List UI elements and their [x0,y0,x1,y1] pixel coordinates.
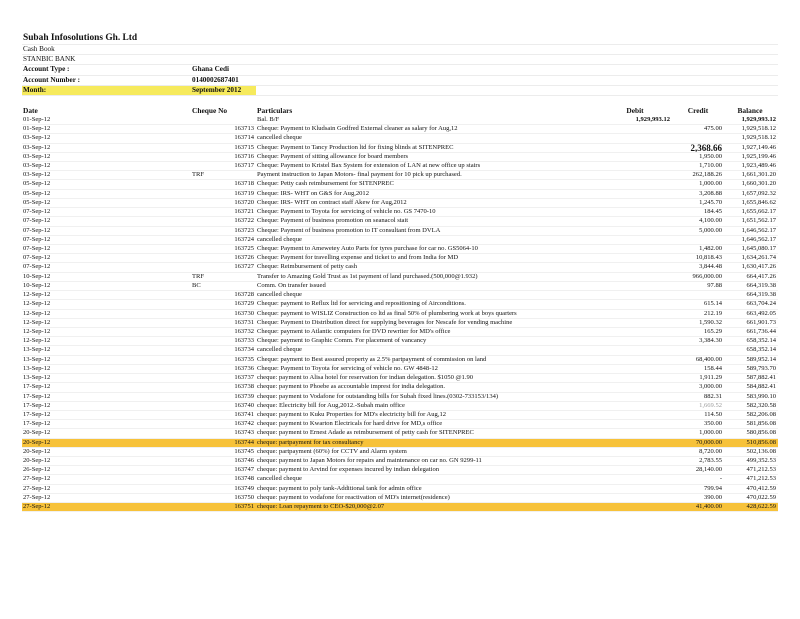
cell-balance: 658,352.14 [746,346,776,354]
cell-date: 03-Sep-12 [23,143,51,151]
cell-balance: 1,660,301.20 [741,180,776,188]
cell-balance: 1,630,417.26 [741,263,776,271]
table-row [22,300,778,309]
cell-particulars: Cheque: payment to Best assured property as 2.5% partpayment of commission on land [257,355,487,363]
cell-particulars: cheque: payment to Kuku Properties for MD's electricity bill for Aug,12 [257,410,446,418]
cell-credit: 165.29 [703,327,722,335]
cell-date: 12-Sep-12 [23,327,51,335]
cell-credit: 2,368.66 [690,143,722,152]
header-spacer [22,96,778,105]
account-number-label: Account Number : [23,75,80,84]
cell-particulars: cheque: payment to Phoebe as accountable imprest for india delegation. [257,383,445,391]
table-row [22,393,778,402]
cell-credit: 70,000.00 [695,438,722,446]
cell-date: 12-Sep-12 [23,318,51,326]
table-row [22,254,778,263]
cell-credit: 8,720.00 [699,447,722,455]
cell-cheque-no: 163747 [234,466,254,474]
cell-balance: 661,901.73 [746,318,776,326]
cell-cheque-no: 163732 [234,327,254,335]
cell-date: 03-Sep-12 [23,162,51,170]
table-row [22,144,778,153]
bank-name-text: STANBIC BANK [23,55,76,64]
cell-cheque-no: 163744 [234,438,254,446]
cell-balance: 471,212.53 [746,466,776,474]
cell-balance: 658,352.14 [746,337,776,345]
cell-date: 01-Sep-12 [23,125,51,133]
cell-credit: 262,188.26 [692,171,722,179]
cell-balance: 589,793.70 [746,364,776,372]
cell-date: 27-Sep-12 [23,475,51,483]
column-date-header: Date [23,105,38,115]
month-value: September 2012 [192,85,242,94]
cell-particulars: Cheque: payment to WISLIZ Construction co ltd as final 50% of plumbering work at boys quarters [257,309,517,317]
cell-date: 17-Sep-12 [23,420,51,428]
cell-credit: - [719,475,722,483]
cell-particulars: Cheque: IRS- WHT on G&S for Aug,2012 [257,189,369,197]
cell-cheque-no: 163714 [234,134,254,142]
table-row [22,402,778,411]
cell-credit: 1,590.32 [699,318,722,326]
cell-particulars: cheque: payment to Vodafone for outstanding bills for Subah fixed lines.(0302-733153/134) [257,392,499,400]
cell-cheque-no: 163748 [234,475,254,483]
cell-balance: 1,655,662.17 [741,208,776,216]
cell-date: 20-Sep-12 [23,438,51,446]
cell-date: 27-Sep-12 [23,503,51,511]
cell-particulars: Cheque: payment to Reflux ltd for servicing and repositioning of Airconditions. [257,300,466,308]
cell-cheque-no: 163751 [234,503,254,511]
cell-particulars: Cheque: Reimbursement of petty cash [257,263,357,271]
cell-particulars: Cheque: Payment to Kristel Bax System for extension of LAN at new office up stairs [257,162,481,170]
cell-date: 07-Sep-12 [23,208,51,216]
cell-date: 07-Sep-12 [23,263,51,271]
cell-balance: 1,657,092.32 [741,189,776,197]
cell-credit: 390.00 [703,493,722,501]
cell-cheque-no: 163719 [234,189,254,197]
table-row [22,328,778,337]
table-row [22,346,778,355]
cell-date: 10-Sep-12 [23,281,51,289]
company-name-text: Subah Infosolutions Gh. Ltd [23,33,138,43]
cell-particulars: Cheque: Payment to Distribution direct for supplying beverages for Nescafe for vending machine [257,318,513,326]
cell-particulars: Cheque: Payment for travelling expense and ticket to and from India for MD [257,254,459,262]
cell-cheque-no: 163717 [234,162,254,170]
cell-credit: 114.50 [704,410,722,418]
table-row [22,411,778,420]
column-header-row [22,105,778,116]
cell-particulars: Cheque: Payment to Kludsain Godfred External cleaner as salary for Aug,12 [257,125,458,133]
company-name [22,32,778,45]
cell-particulars: Cheque: Petty cash reimbursement for SITENPREC [257,180,394,188]
cell-balance: 499,352.53 [746,457,776,465]
cell-particulars: Transfer to Amazing Gold Trust as 1st payment of land purchased.(500,000@1.932) [257,272,478,280]
cell-balance: 584,882.41 [746,383,776,391]
cell-credit: 10,818.43 [695,254,722,262]
table-row [22,291,778,300]
cell-balance: 664,417.26 [746,272,776,280]
cell-particulars: Cheque: Payment of business promotion to IT consultant from DVLA [257,226,441,234]
cell-credit: 3,000.00 [699,383,722,391]
cell-cheque-no: 163733 [234,337,254,345]
transaction-table-body [22,116,778,512]
cell-cheque-no: 163746 [234,457,254,465]
book-name-text: Cash Book [23,45,55,53]
cell-balance: 1,651,562.17 [741,217,776,225]
cell-particulars: Bal. B/F [257,115,280,123]
table-row [22,236,778,245]
cell-cheque-no: 163750 [234,493,254,501]
cell-cheque-no: 163723 [234,226,254,234]
cash-book-sheet [22,32,778,512]
cell-cheque-no: 163729 [234,300,254,308]
cell-particulars: Cheque: Payment of sitting allowance for board members [257,152,409,160]
bank-name [22,55,778,65]
cell-credit: 615.14 [703,300,722,308]
cell-particulars: cheque: payment to vodafone for reactivation of MD's internet(residence) [257,493,450,501]
cell-balance: 663,492.05 [746,309,776,317]
cell-cheque-no: BC [192,281,201,289]
cell-date: 12-Sep-12 [23,309,51,317]
cell-particulars: Cheque: IRS- WHT on contract staff Akew for Aug,2012 [257,198,407,206]
table-row [22,217,778,226]
table-row [22,116,778,125]
cell-date: 12-Sep-12 [23,337,51,345]
cell-date: 27-Sep-12 [23,484,51,492]
cell-credit: 158.44 [703,364,722,372]
cell-balance: 580,856.08 [746,429,776,437]
cell-date: 12-Sep-12 [23,291,51,299]
cell-cheque-no: 163738 [234,383,254,391]
account-type-value: Ghana Cedi [192,65,229,74]
cell-cheque-no: 163718 [234,180,254,188]
table-row [22,180,778,189]
cell-balance: 1,645,080.17 [741,245,776,252]
cell-particulars: Cheque: Payment to Amewetey Auto Parts for tyres purchase for car no. GS5064-10 [257,245,478,252]
cell-date: 01-Sep-12 [23,115,51,123]
cell-credit: 1,482.00 [699,245,722,252]
table-row [22,273,778,282]
cell-credit: 3,208.88 [699,189,722,197]
cell-date: 20-Sep-12 [23,457,51,465]
cell-credit: 1,710.00 [699,162,722,170]
cell-balance: 661,736.44 [746,327,776,335]
cell-date: 17-Sep-12 [23,392,51,400]
cell-date: 03-Sep-12 [23,171,51,179]
cell-balance: 664,319.38 [746,291,776,299]
cell-cheque-no: TRF [192,272,205,280]
cell-particulars: cheque: payment to poly tank-Additional tank for admin office [257,484,422,492]
cell-particulars: cancelled cheque [257,134,302,142]
cell-credit: 1,245.70 [699,198,722,206]
cell-cheque-no: 163724 [234,235,254,243]
cell-credit: 28,140.00 [695,466,722,474]
account-number-value: 0140002687401 [192,75,239,84]
cell-particulars: cheque: Electricity bill for Aug,2012.-Subah main office [257,401,405,409]
cell-cheque-no: 163731 [234,318,254,326]
table-row [22,199,778,208]
cell-credit: 5,000.00 [699,226,722,234]
cell-particulars: Cheque: Payment to Toyota for servicing of vehicle no. GS 7470-10 [257,208,436,216]
cell-date: 20-Sep-12 [23,429,51,437]
cell-cheque-no: 163722 [234,217,254,225]
table-row [22,190,778,199]
cell-date: 13-Sep-12 [23,355,51,363]
column-balance-header: Balance [737,105,763,115]
cell-cheque-no: 163737 [234,374,254,382]
cell-date: 13-Sep-12 [23,374,51,382]
cell-balance: 583,990.10 [746,392,776,400]
table-row [22,494,778,503]
table-row [22,171,778,180]
cell-credit: 1,950.00 [699,152,722,160]
cell-date: 20-Sep-12 [23,447,51,455]
cell-credit: 1,669.52 [699,401,722,409]
cell-cheque-no: 163727 [234,263,254,271]
cell-particulars: cheque: payment to Alisa hotel for reservation for indian delegation. $1050 @1.90 [257,374,474,382]
cell-particulars: cheque: payment to Japan Motors for repairs and maintenance on car no. GN 9299-11 [257,457,482,465]
table-row [22,319,778,328]
cell-date: 03-Sep-12 [23,152,51,160]
cell-date: 03-Sep-12 [23,134,51,142]
table-row [22,383,778,392]
cell-date: 05-Sep-12 [23,189,51,197]
table-row [22,263,778,272]
table-row [22,162,778,171]
cell-credit: 2,783.55 [699,457,722,465]
cell-cheque-no: 163734 [234,346,254,354]
cell-balance: 1,929,993.12 [741,115,776,123]
cell-cheque-no: 163749 [234,484,254,492]
table-row [22,429,778,438]
cell-credit: 882.31 [703,392,722,400]
cell-credit: 799.94 [703,484,722,492]
cell-cheque-no: 163742 [234,420,254,428]
table-row [22,337,778,346]
account-number-row [22,76,778,86]
cell-date: 07-Sep-12 [23,235,51,243]
cell-date: 13-Sep-12 [23,346,51,354]
table-row [22,374,778,383]
cell-credit: 1,000.00 [699,180,722,188]
cell-particulars: Cheque: Payment of business promotion on seanacol stait [257,217,409,225]
table-row [22,245,778,254]
cell-cheque-no: 163715 [234,143,254,151]
month-row [22,86,778,96]
cell-date: 07-Sep-12 [23,254,51,262]
cell-particulars: Cheque: payment to Graphic Comm. For placement of vancancy [257,337,427,345]
cell-balance: 1,929,518.12 [741,125,776,133]
cell-balance: 1,634,261.74 [741,254,776,262]
cell-cheque-no: 163728 [234,291,254,299]
cell-credit: 1,000.00 [699,429,722,437]
cell-date: 07-Sep-12 [23,245,51,252]
cell-cheque-no: 163743 [234,429,254,437]
cell-credit: 184.45 [703,208,722,216]
cell-particulars: cheque: Loan repayment to CEO-$20,000@2.07 [257,503,385,511]
table-row [22,365,778,374]
cell-balance: 582,320.58 [746,401,776,409]
table-row [22,503,778,512]
cell-balance: 664,319.38 [746,281,776,289]
book-name [22,45,778,55]
cell-credit: 212.19 [703,309,722,317]
cell-credit: 41,400.00 [695,503,722,511]
cell-balance: 582,206.08 [746,410,776,418]
cell-credit: 1,911.29 [699,374,722,382]
cell-credit: 97.88 [707,281,722,289]
column-debit-header: Debit [626,105,644,115]
cell-particulars: Cheque: Payment to Tancy Production ltd for fixing blinds at SITENPREC [257,143,454,151]
cell-particulars: Cheque: Payment to Toyota for servicing of vehicle no. GW 4848-12 [257,364,438,372]
cell-date: 17-Sep-12 [23,383,51,391]
cell-particulars: Payment instruction to Japan Motors- final payment for 10 pick up purchased. [257,171,462,179]
cell-cheque-no: 163736 [234,364,254,372]
column-credit-header: Credit [687,105,709,115]
table-row [22,227,778,236]
cell-balance: 502,136.08 [746,447,776,455]
cell-debit: 1,929,993.12 [635,115,670,123]
cell-balance: 428,622.59 [746,503,776,511]
cell-cheque-no: 163740 [234,401,254,409]
cell-particulars: cancelled cheque [257,235,302,243]
cell-cheque-no: 163725 [234,245,254,252]
cell-balance: 589,952.14 [746,355,776,363]
table-row [22,439,778,448]
cell-credit: 4,100.00 [699,217,722,225]
cell-balance: 510,856.08 [746,438,776,446]
cell-date: 12-Sep-12 [23,300,51,308]
cell-cheque-no: 163745 [234,447,254,455]
cell-particulars: cheque: partpayment (60%) for CCTV and Alarm system [257,447,407,455]
cell-balance: 471,212.53 [746,475,776,483]
cell-date: 07-Sep-12 [23,217,51,225]
table-row [22,356,778,365]
cell-particulars: cheque: payment to Kwarton Electricals for hard drive for MD,s office [257,420,443,428]
table-row [22,125,778,134]
table-row [22,208,778,217]
table-row [22,153,778,162]
table-row [22,448,778,457]
cell-particulars: Cheque: payment to Atlantic computers for DVD rewriter for MD's office [257,327,451,335]
cell-balance: 663,704.24 [746,300,776,308]
cell-particulars: cancelled cheque [257,346,302,354]
cell-credit: 3,844.48 [699,263,722,271]
cell-date: 07-Sep-12 [23,226,51,234]
cell-balance: 1,661,301.20 [741,171,776,179]
cell-date: 26-Sep-12 [23,466,51,474]
table-row [22,134,778,143]
cell-cheque-no: 163730 [234,309,254,317]
cell-credit: 68,400.00 [695,355,722,363]
table-row [22,457,778,466]
cell-particulars: Comm. On transfer issued [257,281,326,289]
table-row [22,475,778,484]
cell-credit: 350.00 [703,420,722,428]
cell-balance: 1,646,562.17 [741,226,776,234]
cell-cheque-no: TRF [192,171,205,179]
cell-date: 13-Sep-12 [23,364,51,372]
cell-cheque-no: 163720 [234,198,254,206]
cell-balance: 1,927,149.46 [741,143,776,151]
cell-particulars: cancelled cheque [257,291,302,299]
cell-balance: 470,022.59 [746,493,776,501]
cell-date: 17-Sep-12 [23,401,51,409]
month-label: Month: [23,85,47,94]
table-row [22,466,778,475]
column-particulars-header: Particulars [257,105,293,115]
cell-date: 05-Sep-12 [23,180,51,188]
table-row [22,420,778,429]
cell-cheque-no: 163716 [234,152,254,160]
column-cheque-header: Cheque No [192,105,228,115]
cell-balance: 587,882.41 [746,374,776,382]
cell-credit: 3,384.30 [699,337,722,345]
cell-credit: 966,000.00 [692,272,722,280]
cell-date: 05-Sep-12 [23,198,51,206]
table-row [22,485,778,494]
cell-balance: 1,646,562.17 [741,235,776,243]
cell-date: 27-Sep-12 [23,493,51,501]
cell-credit: 475.00 [703,125,722,133]
cell-balance: 1,923,489.46 [741,162,776,170]
cell-cheque-no: 163721 [234,208,254,216]
cell-date: 10-Sep-12 [23,272,51,280]
cell-balance: 470,412.59 [746,484,776,492]
table-row [22,282,778,291]
month-label-highlight [22,86,190,95]
cell-cheque-no: 163726 [234,254,254,262]
cell-balance: 1,925,199.46 [741,152,776,160]
table-row [22,310,778,319]
cell-cheque-no: 163741 [234,410,254,418]
account-type-label: Account Type : [23,65,70,74]
cell-balance: 581,856.08 [746,420,776,428]
account-type-row [22,65,778,75]
cell-date: 17-Sep-12 [23,410,51,418]
cell-cheque-no: 163739 [234,392,254,400]
cell-cheque-no: 163713 [234,125,254,133]
cell-balance: 1,929,518.12 [741,134,776,142]
cell-cheque-no: 163735 [234,355,254,363]
cell-particulars: cheque: partpayment for tax consultancy [257,438,364,446]
cell-balance: 1,655,846.62 [741,198,776,206]
cell-particulars: cheque: payment to Arvind for expenses incured by indian delegation [257,466,439,474]
cell-particulars: cancelled cheque [257,475,302,483]
cell-particulars: cheque: payment to Ernest Adade as reimbursement of petty cash for SITENPREC [257,429,474,437]
